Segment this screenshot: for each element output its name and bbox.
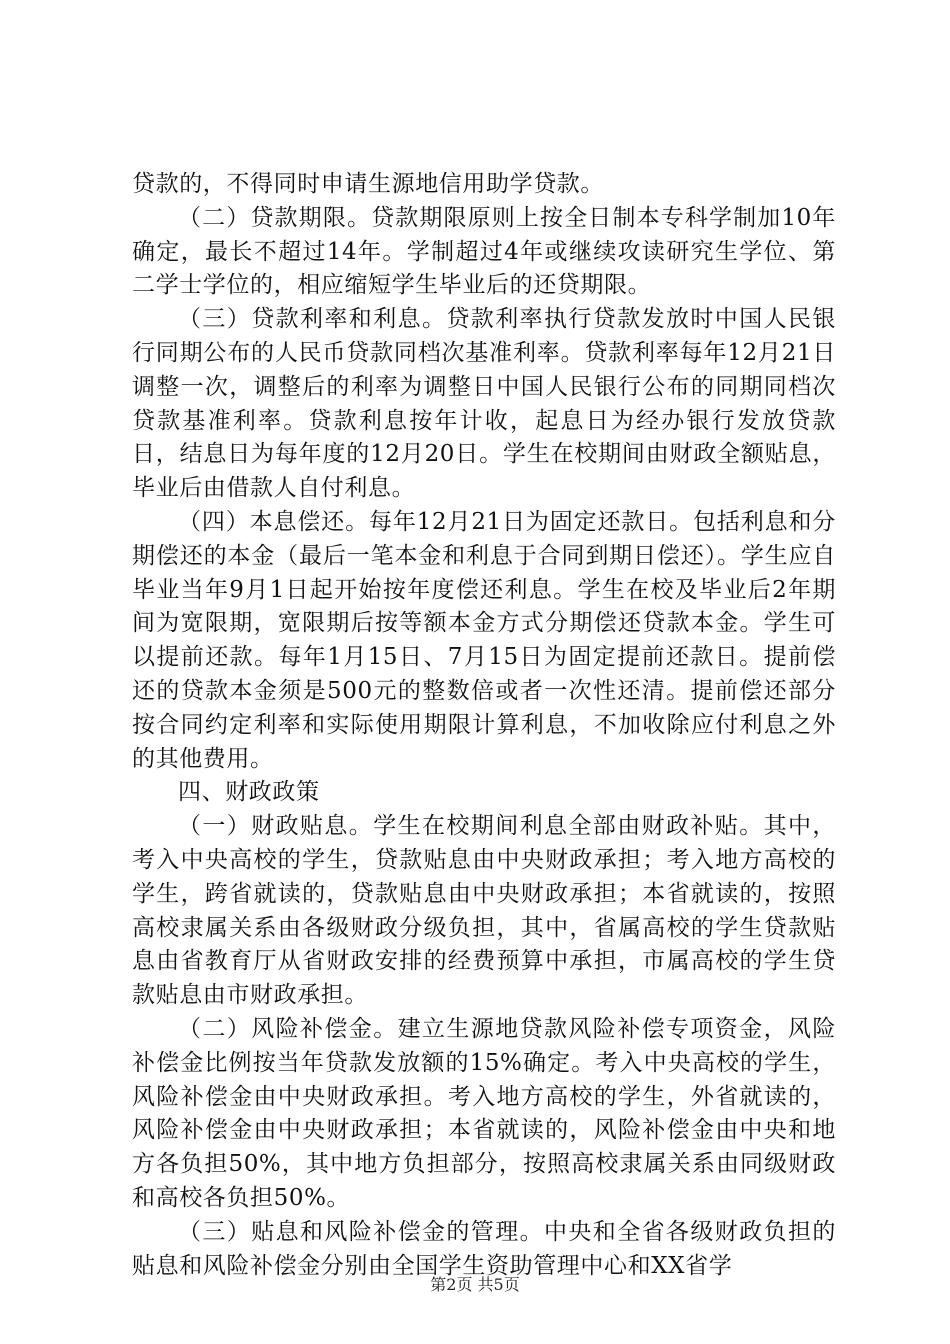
paragraph-loan-term: （二）贷款期限。贷款期限原则上按全日制本专科学制加10年确定，最长不超过14年。学制超过4年或继续攻读研究生学位、第二学士学位的，相应缩短学生毕业后的还贷期限。 — [132, 204, 836, 299]
paragraph-interest-subsidy: （一）财政贴息。学生在校期间利息全部由财政补贴。其中，考入中央高校的学生，贷款贴息由中央财政承担；考入地方高校的学生，跨省就读的，贷款贴息由中央财政承担；本省就读的，按照高校隶属关系由各级财政分级负担，其中，省属高校的学生贷款贴息由省教育厅从省财政安排的经费预算中承担，市属高校的学生贷款贴息由市财政承担。 — [132, 813, 836, 1009]
section-heading-fiscal-policy: 四、财政政策 — [178, 779, 320, 806]
paragraph-interest-rate: （三）贷款利率和利息。贷款利率执行贷款发放时中国人民银行同期公布的人民币贷款同档次基准利率。贷款利率每年12月21日调整一次，调整后的利率为调整日中国人民银行公布的同期同档次贷款基准利率。贷款利息按年计收，起息日为经办银行发放贷款日，结息日为每年度的12月20日。学生在校期间由财政全额贴息，毕业后由借款人自付利息。 — [132, 306, 836, 502]
document-body — [132, 168, 836, 1283]
paragraph-risk-compensation: （二）风险补偿金。建立生源地贷款风险补偿专项资金，风险补偿金比例按当年贷款发放额的15%确定。考入中央高校的学生，风险补偿金由中央财政承担。考入地方高校的学生，外省就读的，风险补偿金由中央财政承担；本省就读的，风险补偿金由中央和地方各负担50%，其中地方负担部分，按照高校隶属关系由同级财政和高校各负担50%。 — [132, 1015, 836, 1211]
paragraph-repayment: （四）本息偿还。每年12月21日为固定还款日。包括利息和分期偿还的本金（最后一笔本金和利息于合同到期日偿还）。学生应自毕业当年9月1日起开始按年度偿还利息。学生在校及毕业后2年期间为宽限期，宽限期后按等额本金方式分期偿还贷款本金。学生可以提前还款。每年1月15日、7月15日为固定提前还款日。提前偿还的贷款本金须是500元的整数倍或者一次性还清。提前偿还部分按合同约定利率和实际使用期限计算利息，不加收除应付利息之外的其他费用。 — [132, 508, 836, 772]
page-number-footer: 第2页 共5页 — [430, 1275, 520, 1294]
paragraph-continuation: 贷款的，不得同时申请生源地信用助学贷款。 — [132, 171, 604, 197]
paragraph-fund-management: （三）贴息和风险补偿金的管理。中央和全省各级财政负担的贴息和风险补偿金分别由全国学生资助管理中心和XX省学 — [132, 1218, 836, 1279]
